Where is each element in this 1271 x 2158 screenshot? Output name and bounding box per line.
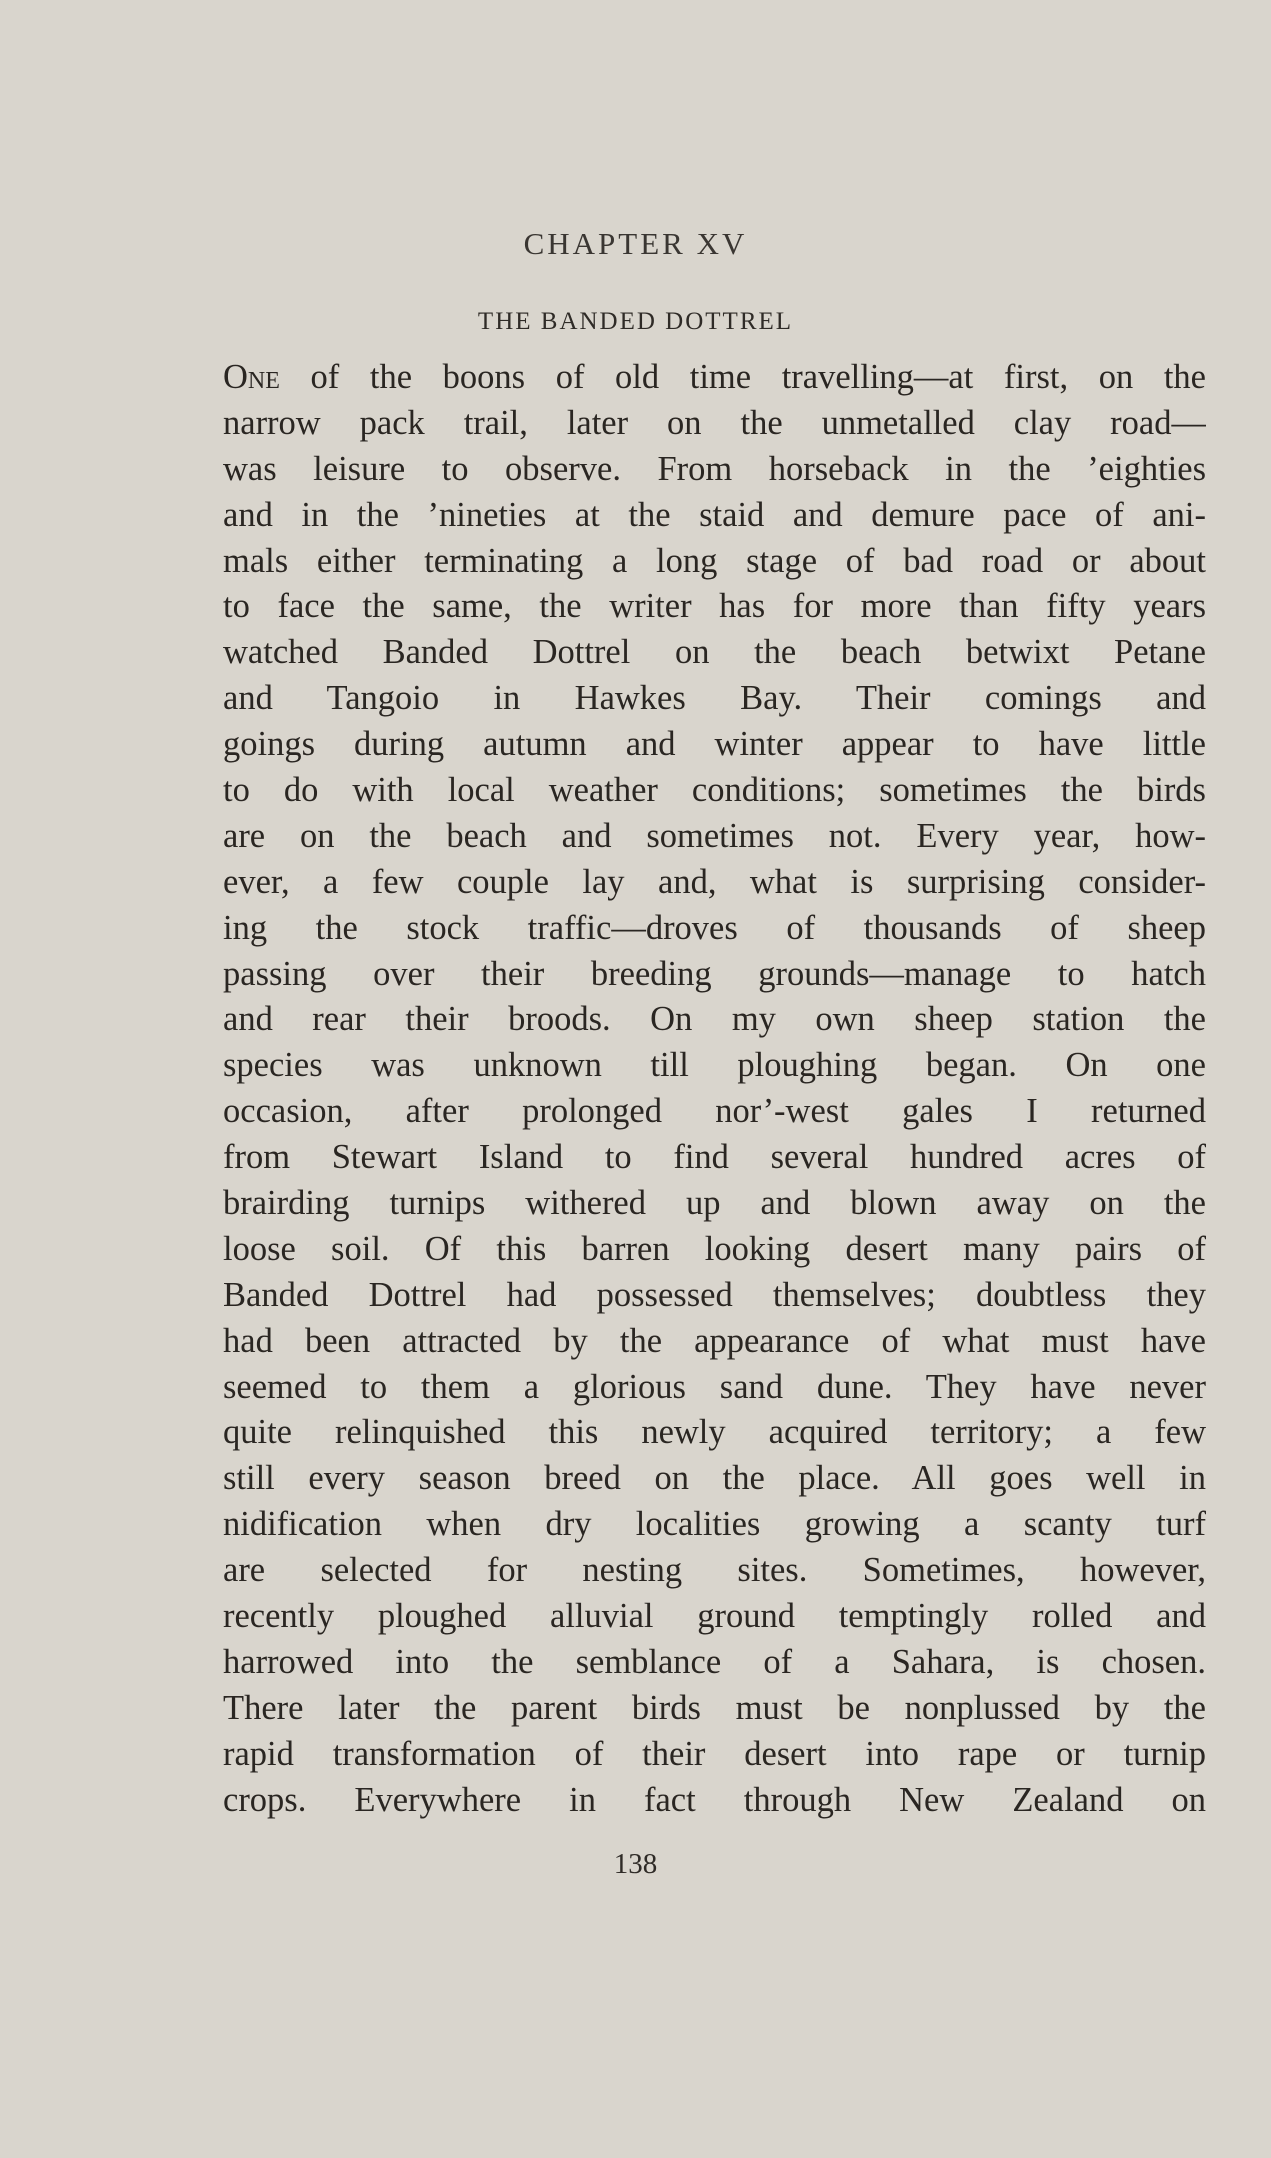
chapter-heading: CHAPTER XV xyxy=(523,226,748,261)
text-line-first xyxy=(223,355,1206,401)
text-line-last: crops. Everywhere in fact through New Zealand on xyxy=(223,1780,1206,1819)
text-line: to do with local weather conditions; sometimes the birds xyxy=(223,771,1206,810)
text-line: narrow pack trail, later on the unmetalled clay road— xyxy=(223,403,1206,442)
text-line: ever, a few couple lay and, what is surprising consider- xyxy=(223,862,1206,901)
text-line: brairding turnips withered up and blown away on the xyxy=(223,1184,1206,1223)
text-line: and Tangoio in Hawkes Bay. Their comings and xyxy=(223,679,1206,718)
text-line: passing over their breeding grounds—manage to hatch xyxy=(223,954,1206,993)
text-line: loose soil. Of this barren looking desert many pairs of xyxy=(223,1229,1206,1268)
text-line: had been attracted by the appearance of what must have xyxy=(223,1321,1206,1360)
text-line: quite relinquished this newly acquired territory; a few xyxy=(223,1413,1206,1452)
text-line: Banded Dottrel had possessed themselves; doubtless they xyxy=(223,1275,1206,1314)
text-line: and in the ’nineties at the staid and demure pace of ani- xyxy=(223,495,1206,534)
text-line: was leisure to observe. From horseback in the ’eighties xyxy=(223,449,1206,488)
text-line: watched Banded Dottrel on the beach betwixt Petane xyxy=(223,633,1206,672)
text-line: ing the stock traffic—droves of thousands of sheep xyxy=(223,908,1206,947)
page-number: 138 xyxy=(613,1848,658,1880)
text-line: recently ploughed alluvial ground temptingly rolled and xyxy=(223,1597,1206,1636)
section-title: THE BANDED DOTTREL xyxy=(477,308,794,335)
text-line: rapid transformation of their desert into rape or turnip xyxy=(223,1734,1206,1773)
text-line: species was unknown till ploughing began. On one xyxy=(223,1046,1206,1085)
text-line: goings during autumn and winter appear to have little xyxy=(223,725,1206,764)
text-line: are on the beach and sometimes not. Every year, how- xyxy=(223,816,1206,855)
text-line: and rear their broods. On my own sheep station the xyxy=(223,1000,1206,1039)
text-line: nidification when dry localities growing a scanty turf xyxy=(223,1505,1206,1544)
body-text xyxy=(223,355,1206,1824)
text-line: mals either terminating a long stage of bad road or about xyxy=(223,541,1206,580)
text-line: still every season breed on the place. All goes well in xyxy=(223,1459,1206,1498)
drop-word: One xyxy=(223,358,280,396)
text-line: seemed to them a glorious sand dune. They have never xyxy=(223,1367,1206,1406)
text-line: There later the parent birds must be nonplussed by the xyxy=(223,1688,1206,1727)
text-line: from Stewart Island to find several hundred acres of xyxy=(223,1138,1206,1177)
first-line-rest: of the boons of old time travelling—at first, on the xyxy=(279,358,1206,396)
text-line: to face the same, the writer has for more than fifty years xyxy=(223,587,1206,626)
text-line: harrowed into the semblance of a Sahara, is chosen. xyxy=(223,1642,1206,1681)
text-line: occasion, after prolonged nor’-west gales I returned xyxy=(223,1092,1206,1131)
text-line: are selected for nesting sites. Sometimes, however, xyxy=(223,1551,1206,1590)
